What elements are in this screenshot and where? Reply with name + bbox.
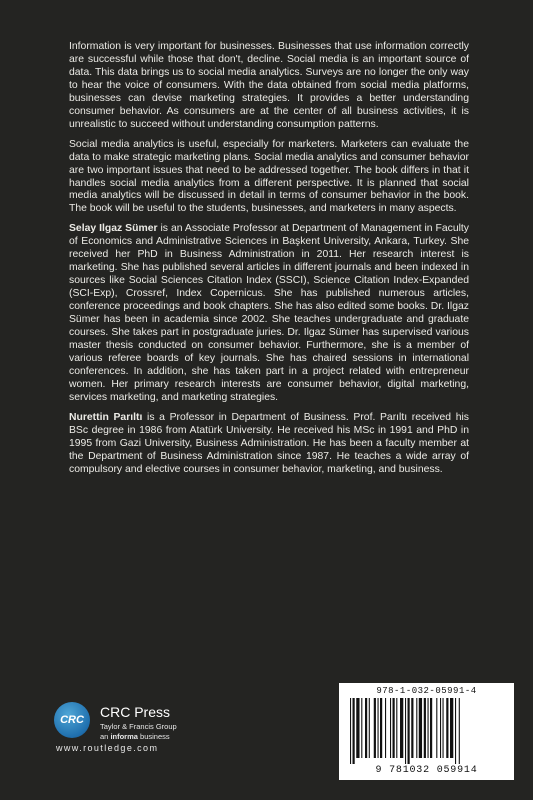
author-bio-2-text: is a Professor in Department of Business. Prof. Parıltı received his BSc degree in 1986 from Atatürk University. He received his MSc in 1991 and PhD in 1995 from Gazi University, Business Administration. He has been a faculty member at the Department of Business Administration since 1987. He teaches a wide array of compulsory and elective courses in consumer behavior, marketing, and business. <box>69 411 469 475</box>
publisher-tagline: an informa business <box>100 732 170 741</box>
publisher-block <box>48 700 248 760</box>
crc-logo-icon: CRC <box>54 702 90 738</box>
description-paragraph-1: Information is very important for businesses. Businesses that use information correctly are successful while those that don't, decline. Social media is an important source of data. This data brings us to social media analytics. Surveys are no longer the only way to hear the voice of consumers. With the data obtained from social media platforms, businesses can devise marketing strategies. It provides a better understanding consumer behavior. As consumers are at the center of all business activities, it is unrealistic to succeed without understanding consumption patterns. <box>69 41 469 130</box>
author-bio-2 <box>69 412 469 477</box>
isbn-bottom-text: 9 781032 059914 <box>375 765 478 776</box>
publisher-name: CRC Press <box>100 704 171 720</box>
barcode-bars <box>348 698 505 764</box>
author-name-2: Nurettin Parıltı <box>69 411 143 423</box>
publisher-website: www.routledge.com <box>56 743 159 753</box>
author-bio-1 <box>69 223 469 404</box>
back-cover-text <box>69 41 469 484</box>
isbn-top-text: 978-1-032-05991-4 <box>376 686 477 696</box>
description-paragraph-2: Social media analytics is useful, especially for marketers. Marketers can evaluate the data to make strategic marketing plans. Social media analytics and consumer behavior are two important issues that need to be addressed together. The book differs in that it handles social media analytics from a different perspective. It is planned that social media analytics will be discussed in detail in terms of consumer behavior in the book. The book will be useful to the students, businesses, and marketers in many aspects. <box>69 138 469 215</box>
author-name-1: Selay Ilgaz Sümer <box>69 223 158 235</box>
publisher-group: Taylor & Francis Group <box>100 722 177 731</box>
author-bio-1-text: is an Associate Professor at Department of Management in Faculty of Economics and Administrative Sciences in Başkent University, Ankara, Turkey. She received her PhD in Business Administration in 2011. Her research interest is marketing. She has published several articles in different journals and been indexed in sources like Social Sciences Citation Index (SSCI), Science Citation Index-Expanded (SCI-Exp), Crossref, Index Copernicus. She has published numerous articles, conference proceedings and book chapters. She has also edited some books. Dr. Ilgaz Sümer has been in academia since 2002. She teaches undergraduate and graduate courses. She takes part in postgraduate juries. Dr. Ilgaz Sümer has supervised various master thesis conducted on consumer behavior. Furthermore, she is a member of various referee boards of key journals. She has chaired sessions in international conferences. In addition, she has taken part in a project related with entrepreneur women. Her primary research interests are consumer behavior, digital marketing, services marketing, and marketing strategies. <box>69 223 469 403</box>
isbn-barcode <box>339 683 514 780</box>
